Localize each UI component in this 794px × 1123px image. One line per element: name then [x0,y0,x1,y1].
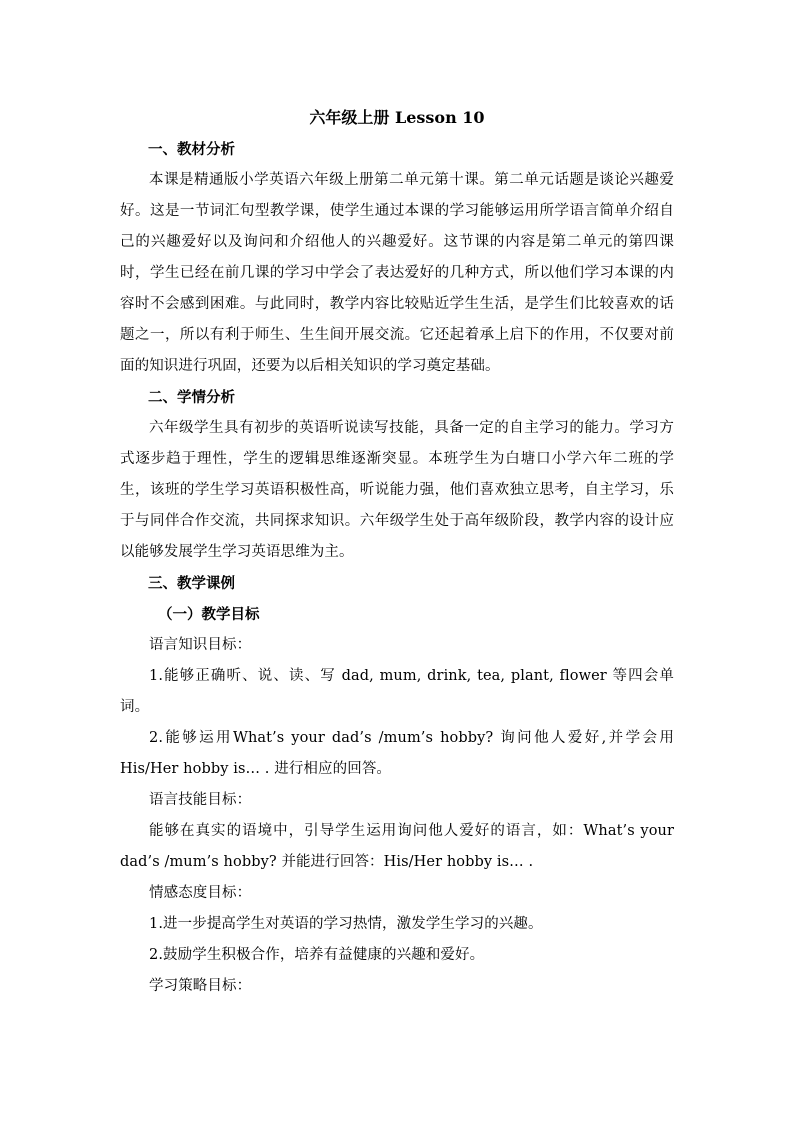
knowledge-goal-1: 1.能够正确听、说、读、写 dad, mum, drink, tea, plant, flower 等四会单词。 [120,668,674,715]
section-heading-textbook-analysis: 一、教材分析 [148,141,235,158]
skill-goal-1: 能够在真实的语境中，引导学生运用询问他人爱好的语言，如：What’s your dad’s /mum’s hobby? 并能进行回答：His/Her hobby is… . [120,823,674,870]
emotion-goal-1: 1.进一步提高学生对英语的学习热情，激发学生学习的兴趣。 [149,916,543,932]
document-page [120,104,674,1002]
section-heading-teaching-example: 三、教学课例 [148,575,235,592]
document-title: 六年级上册 Lesson 10 [309,108,485,127]
emotion-goal-2: 2.鼓励学生积极合作，培养有益健康的兴趣和爱好。 [149,947,485,963]
label-emotion-goals: 情感态度目标： [149,885,252,901]
label-skill-goals: 语言技能目标： [149,792,252,808]
subheading-teaching-goals: （一）教学目标 [158,606,260,623]
section-body-student-analysis: 六年级学生具有初步的英语听说读写技能，具备一定的自主学习的能力。学习方式逐步趋于理性，学生的逻辑思维逐渐突显。本班学生为白塘口小学六年二班的学生，该班的学生学习英语积极性高，听说能力强，他们喜欢独立思考，自主学习，乐于与同伴合作交流，共同探求知识。六年级学生处于高年级阶段，教学内容的设计应以能够发展学生学习英语思维为主。 [120,420,674,560]
label-strategy-goals: 学习策略目标： [149,978,252,994]
label-knowledge-goals: 语言知识目标： [149,637,252,653]
section-body-textbook-analysis: 本课是精通版小学英语六年级上册第二单元第十课。第二单元话题是谈论兴趣爱好。这是一节词汇句型教学课，使学生通过本课的学习能够运用所学语言简单介绍自己的兴趣爱好以及询问和介绍他人的兴趣爱好。这节课的内容是第二单元的第四课时，学生已经在前几课的学习中学会了表达爱好的几种方式，所以他们学习本课的内容时不会感到困难。与此同时，教学内容比较贴近学生生活，是学生们比较喜欢的话题之一，所以有利于师生、生生间开展交流。它还起着承上启下的作用，不仅要对前面的知识进行巩固，还要为以后相关知识的学习奠定基础。 [120,172,674,374]
knowledge-goal-2: 2.能够运用What’s your dad’s /mum’s hobby? 询问他人爱好,并学会用His/Her hobby is… . 进行相应的回答。 [120,730,674,777]
section-heading-student-analysis: 二、学情分析 [148,389,235,406]
